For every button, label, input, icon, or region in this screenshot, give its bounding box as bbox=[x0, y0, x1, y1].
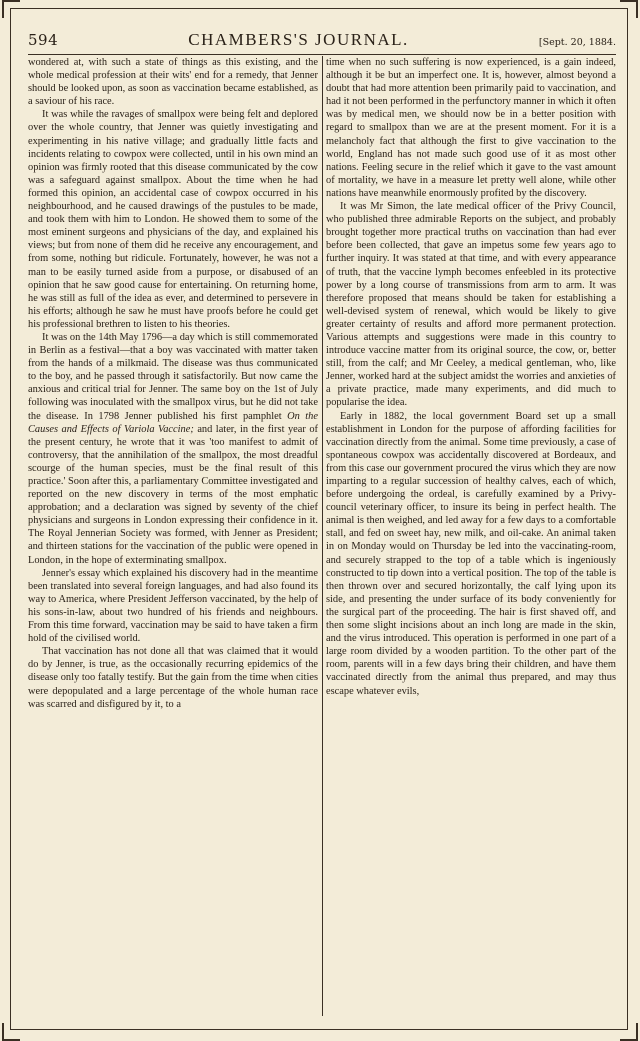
corner-ornament bbox=[620, 0, 638, 18]
corner-ornament bbox=[620, 1023, 638, 1041]
paragraph bbox=[28, 56, 318, 108]
paragraph bbox=[326, 56, 616, 200]
column-rule bbox=[322, 56, 323, 1016]
paragraph-text: It was on the 14th May 1796—a day which is still commemorated in Berlin as a festival—that a boy was vaccinated with matter taken from the hands of a milkmaid. The disease was thus communicated to the boy, and he passed through it satisfactorily. But now came the anxious and critical trial for Jenner. The same boy on the 1st of July following was inoculated with the smallpox virus, but he did not take the disease. In 1798 Jenner published his first pamphlet bbox=[28, 331, 318, 422]
running-header bbox=[28, 30, 616, 55]
paragraph bbox=[28, 108, 318, 331]
paragraph-text: That vaccination has not done all that was claimed that it would do by Jenner, is true, as the occasionally recurring epidemics of the disease only too fatally testify. But the gain from the time when cities were depopulated and a large percentage of the whole human race was scarred and disfigured by it, to a bbox=[28, 646, 318, 710]
corner-ornament bbox=[2, 0, 20, 18]
issue-date: [Sept. 20, 1884. bbox=[538, 37, 616, 48]
paragraph-text: It was while the ravages of smallpox were being felt and deplored over the whole country, that Jenner was quietly investigating and experimenting in his native village; and gradually little facts and incidents relating to cowpox were collected, until in his own mind an opinion was firmly rooted that this disease communicated by the cow was a safeguard against smallpox. About the time when he had formed this opinion, an accidental case of cowpox occurred in his neighbourhood, and he caused drawings of the pustules to be made, and took them with him to London. He showed them to some of the most eminent surgeons and physicians of the day, and explained his views; but from none of them did he receive any encouragement, and from some, nothing but ridicule. Fortunately, however, he was not a man to be easily turned aside from a purpose, or disabused of an opinion that he saw good cause for entertaining. On returning home, he was still as full of the idea as ever, and determined to persevere in his efforts; although he saw he must have proofs before he could get his professional brethren to listen to his theories. bbox=[28, 109, 318, 330]
paragraph-text: It was Mr Simon, the late medical officer of the Privy Council, who published three admirable Reports on the subject, and probably brought together more practical truths on vaccination than had ever before been collected, that gave an impetus some few years ago to further inquiry. It was stated at that time, and with every appearance of truth, that the vaccine lymph becomes enfeebled in its protective power by a long course of transmissions from arm to arm. It was therefore proposed that means should be taken for establishing a well-devised system of renewal, which would be likely to give greater certainty of results and afford more permanent protection. Various attempts and suggestions were made in this country to introduce vaccine matter from its original source, the cow, or, better still, from the calf; and Mr Ceeley, a medical gentleman, who, like Jenner, worked hard at the subject amidst the worries and anxieties of a private practice, made many experiments, and did much to popularise the idea. bbox=[326, 201, 616, 409]
paragraph-text: Early in 1882, the local government Board set up a small establishment in London for the purpose of affording facilities for vaccination directly from the animal. Some time previously, a case of spontaneous cowpox was accidentally discovered at Bordeaux, and from this case our government procured the virus which they are now imparting to a regular succession of healthy calves, each of which, before undergoing the ordeal, is carefully examined by a Privy-council veterinary officer, to insure its being in perfect health. The animal is then weighed, and led away for a few days to a comfortable stall, and fed on sweet hay, new milk, and oil-cake. An animal taken in on Monday would on Thursday be led into the vaccinating-room, and securely strapped to the top of a table which is ingeniously constructed to tip down into a vertical position. The top of the table is then thrown over and secured horizontally, the calf lying upon its side, and presenting the under surface of its body conveniently for the surgical part of the proceeding. The hair is first shaved off, and then some slight incisions about an inch long are made in the skin, and the virus introduced. This operation is performed in one part of a large room divided by a wooden partition. To the other part of the room, parents will in a few days bring their children, and have them vaccinated directly from the animal thus prepared, and may thus escape whatever evils, bbox=[326, 410, 616, 697]
paragraph bbox=[326, 200, 616, 410]
paragraph bbox=[326, 410, 616, 698]
paragraph-text: and later, in the first year of the present century, he wrote that it was 'too manifest to admit of controversy, that the annihilation of the smallpox, the most dreadful scourge of the human species, must be the final result of this practice.' Soon after this, a parliamentary Committee investigated and reported on the new discovery in terms of the most emphatic approbation; and a declaration was signed by seventy of the chief physicians and surgeons in London expressing their confidence in it. The Royal Jennerian Society was formed, with Jenner as President; and thirteen stations for the vaccination of the public were opened in London, in the hope of exterminating smallpox. bbox=[28, 423, 318, 566]
left-column bbox=[28, 56, 318, 1016]
publication-title: On the Causes and Effects of Variola Vaccine; bbox=[28, 410, 318, 435]
paragraph bbox=[28, 331, 318, 567]
paragraph bbox=[28, 645, 318, 710]
corner-ornament bbox=[2, 1023, 20, 1041]
paragraph bbox=[28, 567, 318, 646]
paragraph-text: time when no such suffering is now experienced, is a gain indeed, although it be but an imperfect one. It is, however, almost beyond a doubt that had more attention been primarily paid to vaccination, and had it not been performed in the perfunctory manner in which it often was by medical men, we should now be in a better position with regard to smallpox than we are at the present moment. For it is a melancholy fact that although the first to give vaccination to the world, England has not made such good use of it as most other nations. Feeling secure in the relief which it gave to the vast amount of mortality, we have in a measure let pretty well alone, while other nations have meanwhile enormously profited by the discovery. bbox=[326, 57, 616, 199]
paragraph-text: Jenner's essay which explained his discovery had in the meantime been translated into several foreign languages, and had also found its way to America, where President Jefferson vaccinated, by the help of his sons-in-law, about two hundred of his friends and neighbours. From this time forward, vaccination may be said to have taken a firm hold of the civilised world. bbox=[28, 567, 318, 645]
paragraph-text: wondered at, with such a state of things as this existing, and the whole medical profession at their wits' end for a remedy, that Jenner should be looked upon, as soon as vaccination became established, as a saviour of his race. bbox=[28, 57, 318, 108]
journal-title: CHAMBERS'S JOURNAL. bbox=[188, 30, 409, 49]
article-body bbox=[28, 56, 616, 1016]
page-number: 594 bbox=[28, 31, 59, 49]
right-column bbox=[326, 56, 616, 1016]
